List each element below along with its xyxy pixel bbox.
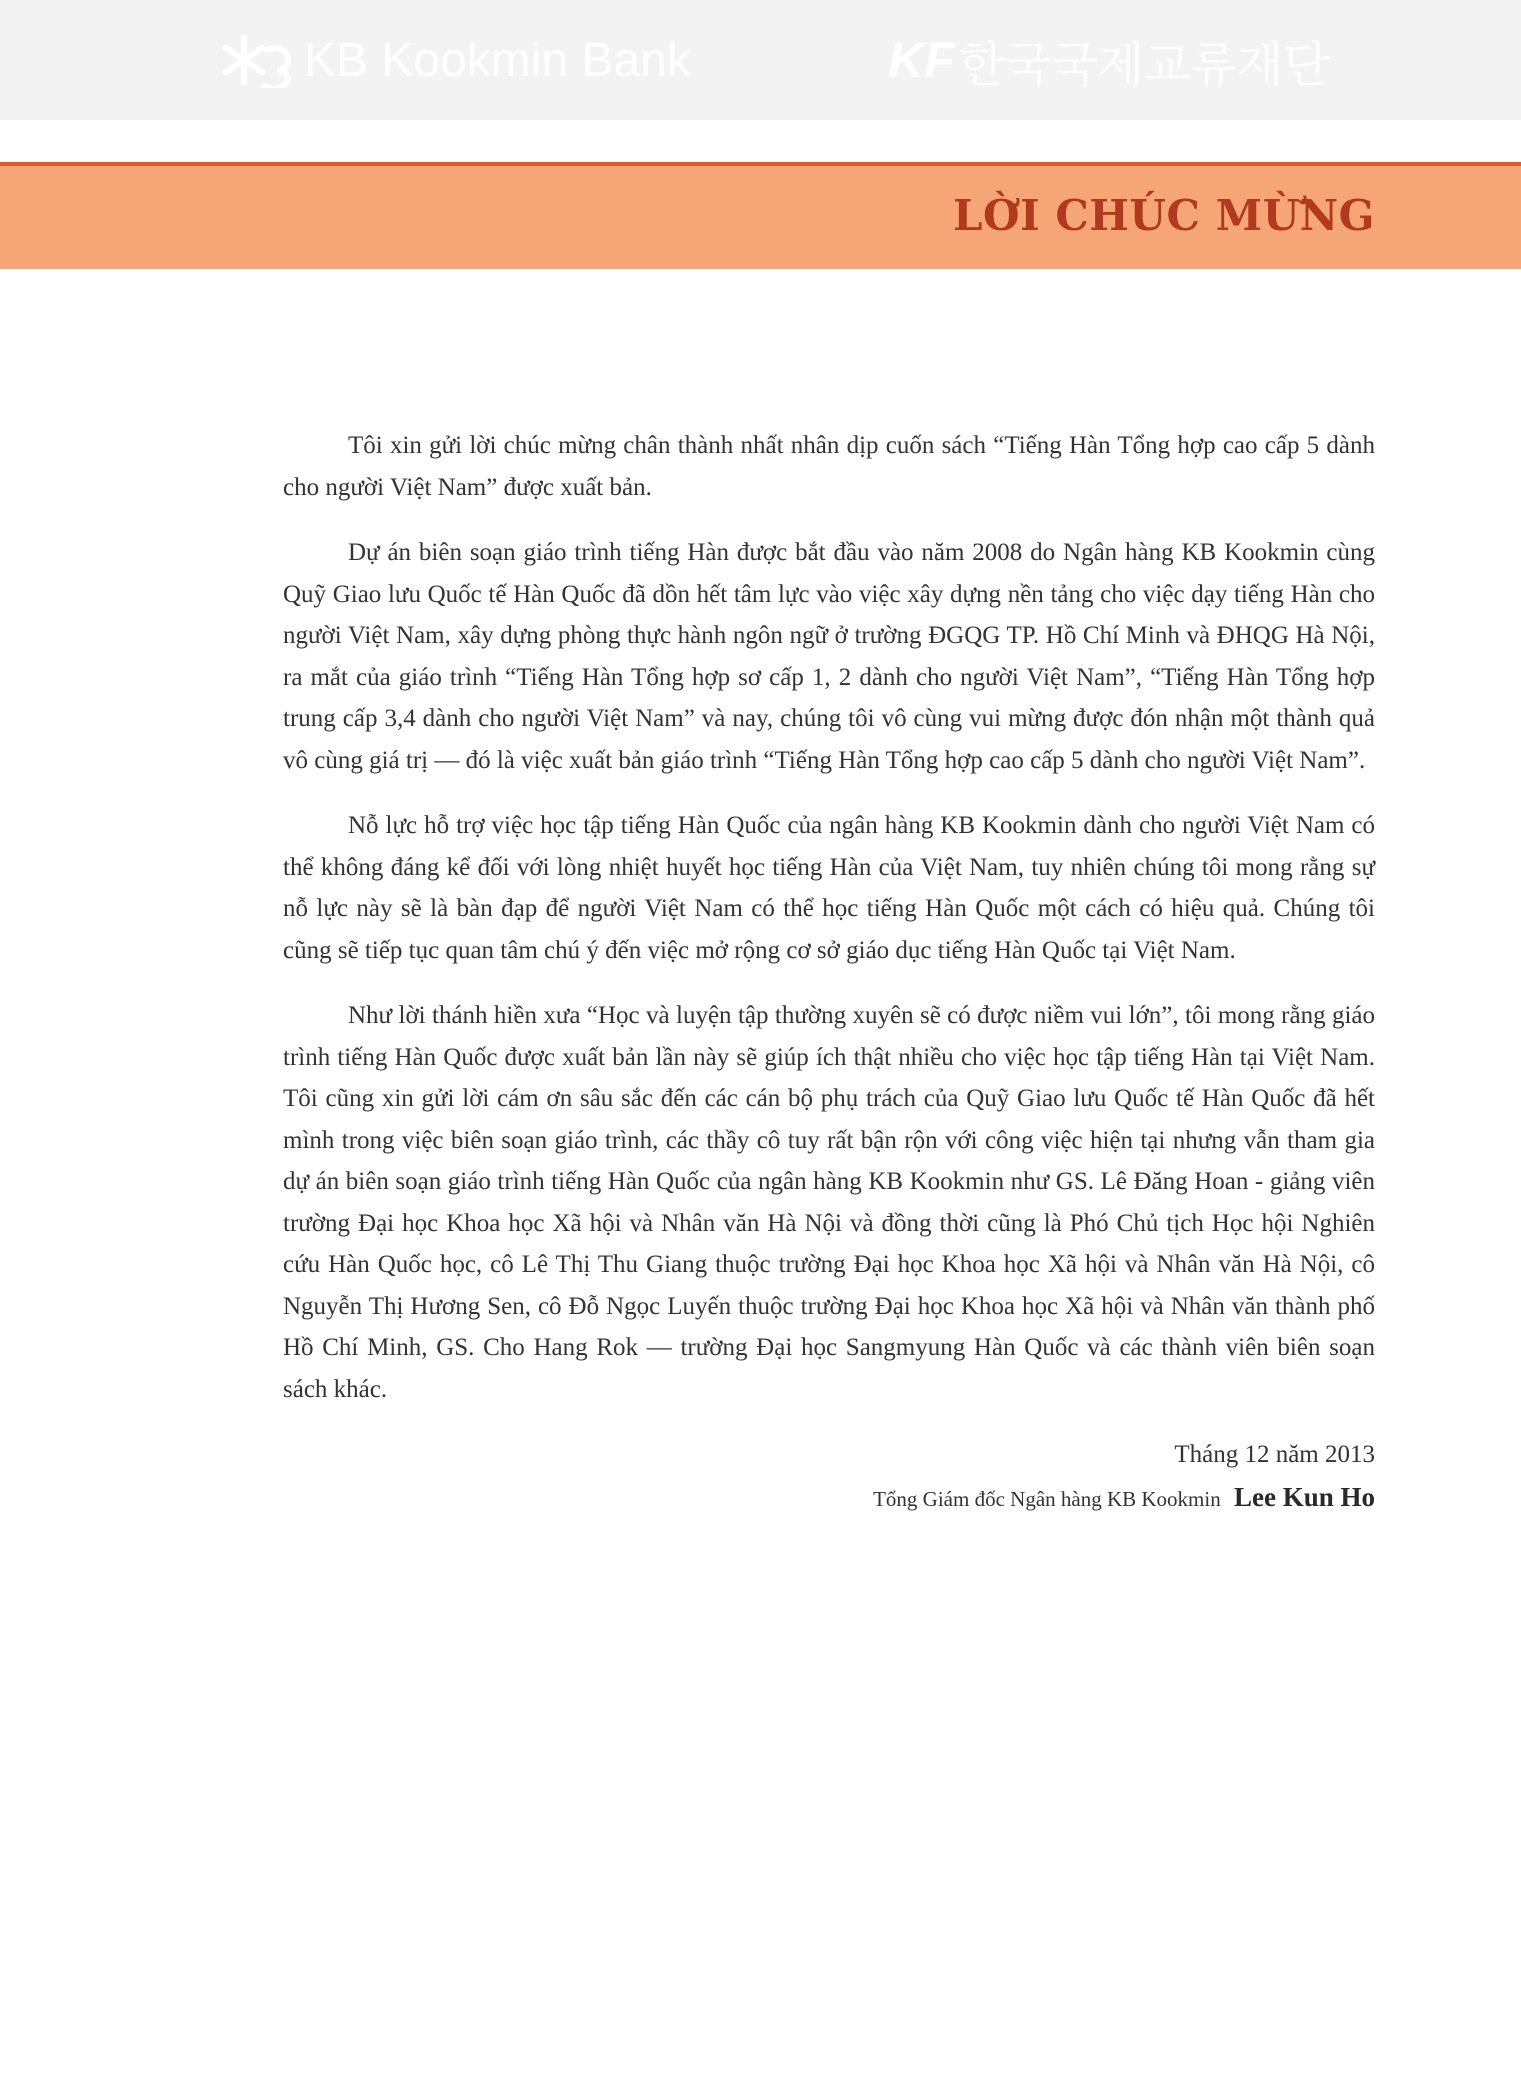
paragraph-4: Như lời thánh hiền xưa “Học và luyện tập thường xuyên sẽ có được niềm vui lớn”, tôi mong rằng giáo trình tiếng Hàn Quốc được xuất bản lần này sẽ giúp ích thật nhiều cho việc học tập tiếng Hàn tại Việt Nam. Tôi cũng xin gửi lời cám ơn sâu sắc đến các cán bộ phụ trách của Quỹ Giao lưu Quốc tế Hàn Quốc đã hết mình trong việc biên soạn giáo trình, các thầy cô tuy rất bận rộn với công việc hiện tại nhưng vẫn tham gia dự án biên soạn giáo trình tiếng Hàn Quốc của ngân hàng KB Kookmin như GS. Lê Đăng Hoan - giảng viên trường Đại học Khoa học Xã hội và Nhân văn Hà Nội và đồng thời cũng là Phó Chủ tịch Học hội Nghiên cứu Hàn Quốc học, cô Lê Thị Thu Giang thuộc trường Đại học Khoa học Xã hội và Nhân văn Hà Nội, cô Nguyễn Thị Hương Sen, cô Đỗ Ngọc Luyến thuộc trường Đại học Khoa học Xã hội và Nhân văn thành phố Hồ Chí Minh, GS. Cho Hang Rok — trường Đại học Sangmyung Hàn Quốc và các thành viên biên soạn sách khác. [283,1002,1375,1403]
paragraph-2: Dự án biên soạn giáo trình tiếng Hàn được bắt đầu vào năm 2008 do Ngân hàng KB Kookmin cùng Quỹ Giao lưu Quốc tế Hàn Quốc đã dồn hết tâm lực vào việc xây dựng nền tảng cho việc dạy tiếng Hàn cho người Việt Nam, xây dựng phòng thực hành ngôn ngữ ở trường ĐGQG TP. Hồ Chí Minh và ĐHQG Hà Nội, ra mắt của giáo trình “Tiếng Hàn Tổng hợp sơ cấp 1, 2 dành cho người Việt Nam”, “Tiếng Hàn Tổng hợp trung cấp 3,4 dành cho người Việt Nam” và nay, chúng tôi vô cùng vui mừng được đón nhận một thành quả vô cùng giá trị — đó là việc xuất bản giáo trình “Tiếng Hàn Tổng hợp cao cấp 5 dành cho người Việt Nam”. [283,539,1375,774]
letter-body [283,425,1375,1520]
paragraph-1: Tôi xin gửi lời chúc mừng chân thành nhất nhân dịp cuốn sách “Tiếng Hàn Tổng hợp cao cấp 5 dành cho người Việt Nam” được xuất bản. [283,432,1375,501]
signature-line [283,1476,1375,1520]
kb-star-icon [222,32,292,88]
kb-logo-text: KB Kookmin Bank [304,33,691,87]
letter-date: Tháng 12 năm 2013 [1174,1441,1375,1468]
signer-name: Lee Kun Ho [1233,1482,1375,1512]
kb-kookmin-logo [222,28,691,92]
top-banner [0,0,1521,120]
paragraph-3: Nỗ lực hỗ trợ việc học tập tiếng Hàn Quốc của ngân hàng KB Kookmin dành cho người Việt Nam có thể không đáng kể đối với lòng nhiệt huyết học tiếng Hàn của Việt Nam, tuy nhiên chúng tôi mong rằng sự nỗ lực này sẽ là bàn đạp để người Việt Nam có thể học tiếng Hàn Quốc một cách có hiệu quả. Chúng tôi cũng sẽ tiếp tục quan tâm chú ý đến việc mở rộng cơ sở giáo dục tiếng Hàn Quốc tại Việt Nam. [283,812,1375,964]
closing-block [283,1434,1375,1520]
korea-foundation-logo [888,28,1330,92]
signer-position: Tổng Giám đốc Ngân hàng KB Kookmin [873,1487,1221,1511]
kf-mark: KF [888,32,955,88]
kf-logo-text: 한국국제교류재단 [958,38,1330,92]
page-title: LỜI CHÚC MỪNG [952,191,1375,240]
